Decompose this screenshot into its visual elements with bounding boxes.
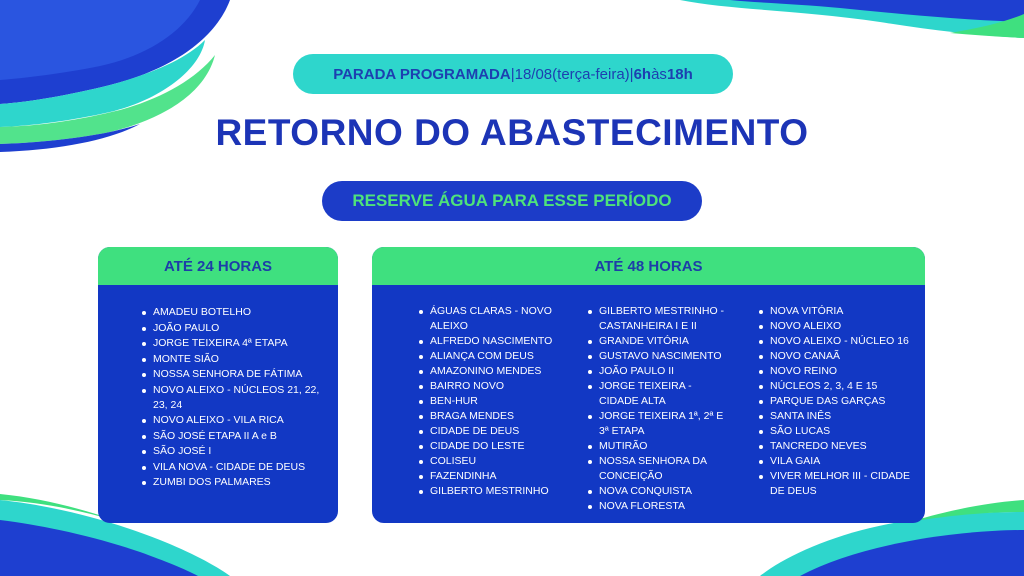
list-item: SÃO LUCAS: [757, 424, 917, 439]
list-item: NOVO ALEIXO - NÚCLEOS 21, 22, 23, 24: [140, 383, 330, 413]
list-item: GILBERTO MESTRINHO: [417, 484, 575, 499]
neighborhood-list-48h-col1: [417, 304, 575, 499]
banner-label: PARADA PROGRAMADA: [333, 65, 511, 83]
list-item: COLISEU: [417, 454, 575, 469]
list-item: GILBERTO MESTRINHO - CASTANHEIRA I E II: [586, 304, 726, 334]
list-item: ALIANÇA COM DEUS: [417, 349, 575, 364]
list-item: GRANDE VITÓRIA: [586, 334, 726, 349]
list-item: SÃO JOSÉ I: [140, 444, 330, 459]
banner-separator-2: |: [629, 65, 634, 83]
list-item: CIDADE DO LESTE: [417, 439, 575, 454]
banner-weekday: (terça-feira): [552, 65, 630, 83]
list-item: VILA NOVA - CIDADE DE DEUS: [140, 460, 330, 475]
list-item: NOSSA SENHORA DA CONCEIÇÃO: [586, 454, 726, 484]
list-item: NOVO ALEIXO: [757, 319, 917, 334]
banner-time-mid: às: [651, 65, 667, 83]
list-item: MUTIRÃO: [586, 439, 726, 454]
list-item: ZUMBI DOS PALMARES: [140, 475, 330, 490]
list-item: GUSTAVO NASCIMENTO: [586, 349, 726, 364]
scheduled-stop-banner: [293, 54, 733, 94]
list-item: AMADEU BOTELHO: [140, 305, 330, 320]
list-item: NOSSA SENHORA DE FÁTIMA: [140, 367, 330, 382]
list-item: NOVA FLORESTA: [586, 499, 726, 514]
neighborhood-list-48h-col2: [586, 304, 726, 514]
list-item: JORGE TEIXEIRA - CIDADE ALTA: [586, 379, 726, 409]
list-item: NOVO CANAÃ: [757, 349, 917, 364]
banner-time-from: 6h: [633, 65, 652, 83]
list-item: TANCREDO NEVES: [757, 439, 917, 454]
list-item: JORGE TEIXEIRA 1ª, 2ª E 3ª ETAPA: [586, 409, 726, 439]
list-item: PARQUE DAS GARÇAS: [757, 394, 917, 409]
reserve-water-notice: RESERVE ÁGUA PARA ESSE PERÍODO: [322, 181, 702, 221]
neighborhood-list-48h-col3: [757, 304, 917, 499]
list-item: NOVA VITÓRIA: [757, 304, 917, 319]
neighborhood-list-24h: [140, 305, 330, 491]
banner-time-to: 18h: [666, 65, 693, 83]
list-item: JORGE TEIXEIRA 4ª ETAPA: [140, 336, 330, 351]
list-item: BEN-HUR: [417, 394, 575, 409]
list-item: JOÃO PAULO II: [586, 364, 726, 379]
list-item: VILA GAIA: [757, 454, 917, 469]
card-24-hours-header: ATÉ 24 HORAS: [98, 247, 338, 285]
list-item: NOVO ALEIXO - NÚCLEO 16: [757, 334, 917, 349]
list-item: SANTA INÊS: [757, 409, 917, 424]
banner-date: 18/08: [514, 65, 553, 83]
list-item: BRAGA MENDES: [417, 409, 575, 424]
list-item: NOVA CONQUISTA: [586, 484, 726, 499]
list-item: NOVO ALEIXO - VILA RICA: [140, 413, 330, 428]
list-item: ÁGUAS CLARAS - NOVO ALEIXO: [417, 304, 575, 334]
list-item: AMAZONINO MENDES: [417, 364, 575, 379]
list-item: JOÃO PAULO: [140, 321, 330, 336]
list-item: NÚCLEOS 2, 3, 4 E 15: [757, 379, 917, 394]
list-item: NOVO REINO: [757, 364, 917, 379]
list-item: ALFREDO NASCIMENTO: [417, 334, 575, 349]
list-item: VIVER MELHOR III - CIDADE DE DEUS: [757, 469, 917, 499]
list-item: FAZENDINHA: [417, 469, 575, 484]
list-item: CIDADE DE DEUS: [417, 424, 575, 439]
banner-separator: |: [510, 65, 515, 83]
list-item: BAIRRO NOVO: [417, 379, 575, 394]
list-item: MONTE SIÃO: [140, 352, 330, 367]
list-item: SÃO JOSÉ ETAPA II A e B: [140, 429, 330, 444]
page-title: RETORNO DO ABASTECIMENTO: [215, 112, 809, 153]
card-48-hours-header: ATÉ 48 HORAS: [372, 247, 925, 285]
